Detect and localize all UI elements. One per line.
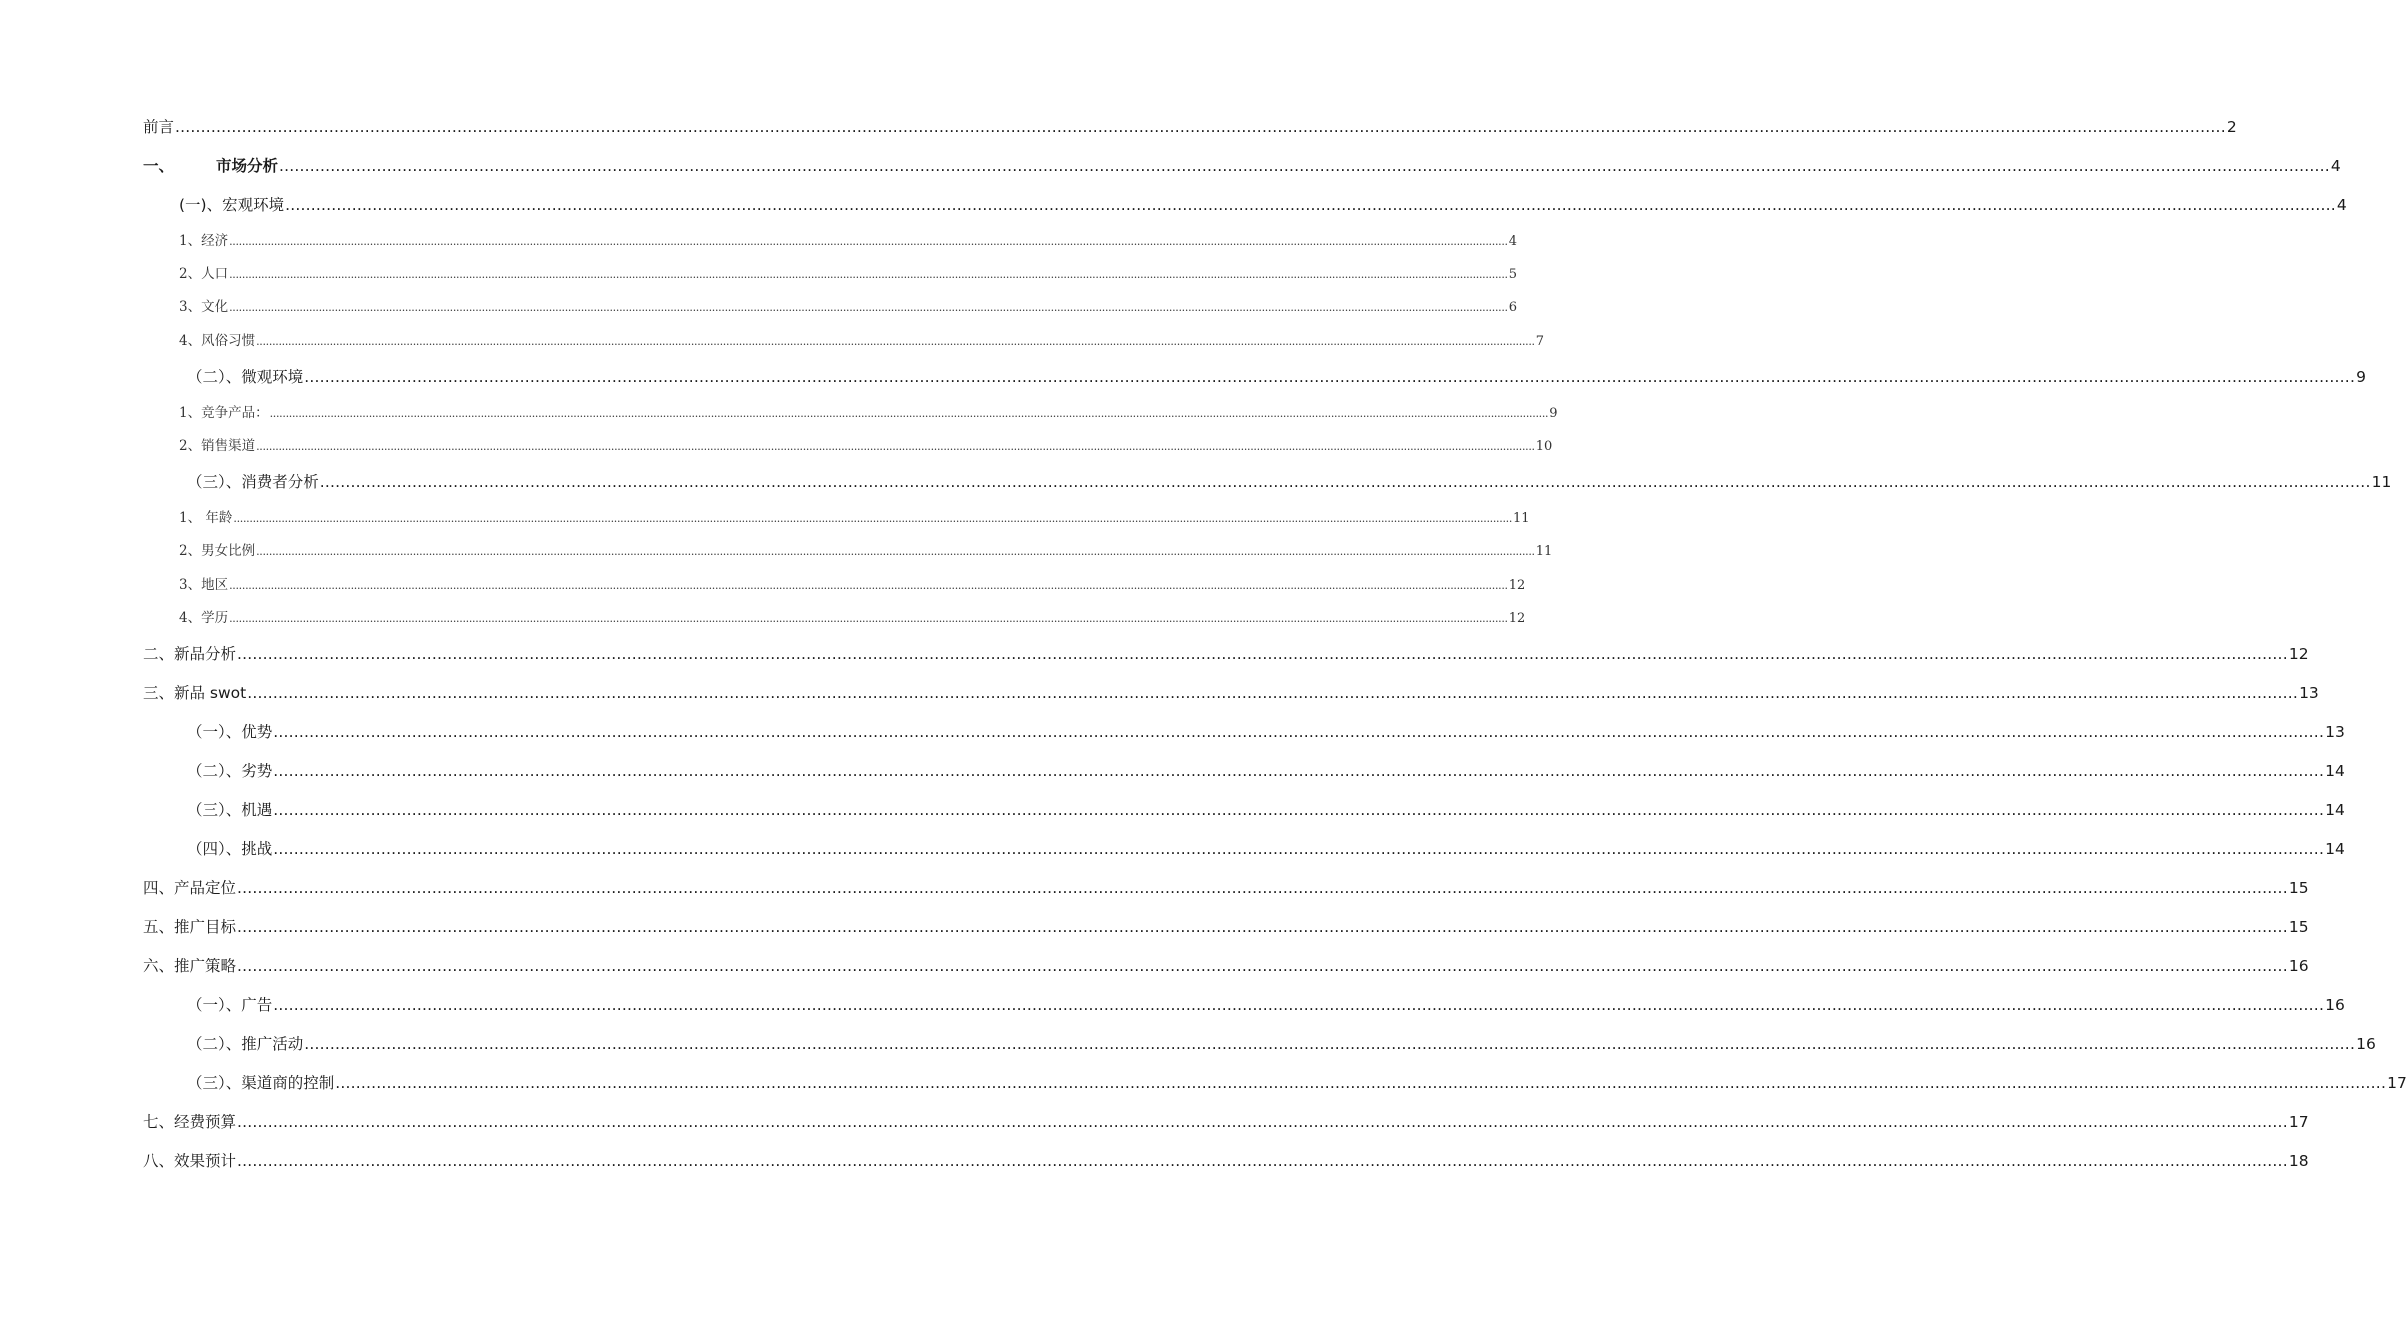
toc-entry[interactable] — [143, 1142, 2309, 1181]
toc-leader-dots: ................................................................................................................................................................................................................................................................................................................................................................................................................ — [273, 839, 2325, 858]
toc-page-number: 15 — [2288, 917, 2309, 936]
toc-entry-label: 1、 年龄 — [179, 510, 233, 527]
toc-entry-label: 二、新品分析 — [143, 644, 237, 663]
toc-entry[interactable] — [143, 569, 1526, 602]
toc-leader-dots: ................................................................................................................................................................................................................................................................................................................................................................................................................ — [335, 1073, 2387, 1092]
toc-entry-label: 4、风俗习惯 — [179, 332, 256, 349]
toc-entry-label: （三）、机遇 — [187, 800, 273, 819]
toc-entry[interactable] — [143, 358, 2366, 397]
toc-page-number: 14 — [2325, 800, 2345, 819]
toc-page-number: 13 — [2299, 683, 2319, 702]
toc-leader-dots: ................................................................................................................................................................................................................................................................................................................................................................................................................ — [229, 578, 1508, 592]
toc-leader-dots: ................................................................................................................................................................................................................................................................................................................................................................................................................ — [247, 683, 2299, 702]
toc-entry[interactable] — [143, 325, 1545, 358]
toc-page-number: 10 — [1535, 438, 1553, 454]
toc-entry-label: （二）、微观环境 — [187, 367, 304, 386]
toc-entry[interactable] — [143, 713, 2345, 752]
toc-entry-label: （四）、挑战 — [187, 839, 273, 858]
toc-page-number: 2 — [2226, 118, 2237, 136]
toc-entry[interactable] — [143, 1103, 2309, 1142]
toc-entry[interactable] — [143, 225, 1518, 258]
toc-entry[interactable] — [143, 908, 2309, 947]
toc-page-number: 12 — [2288, 644, 2309, 663]
toc-entry[interactable] — [143, 291, 1518, 324]
toc-entry[interactable] — [143, 986, 2345, 1025]
toc-page-number: 18 — [2288, 1151, 2309, 1170]
toc-page-number: 11 — [2371, 473, 2392, 492]
toc-page-number: 11 — [1535, 544, 1553, 560]
toc-leader-dots: ................................................................................................................................................................................................................................................................................................................................................................................................................ — [319, 473, 2371, 492]
toc-leader-dots: ................................................................................................................................................................................................................................................................................................................................................................................................................ — [229, 235, 1508, 248]
toc-entry[interactable] — [143, 258, 1518, 291]
toc-entry-label: 一、 市场分析 — [143, 157, 279, 175]
toc-page-number: 12 — [1508, 577, 1526, 593]
toc-entry-label: 七、经费预算 — [143, 1112, 237, 1131]
toc-entry-label: 三、新品 swot — [143, 683, 247, 702]
toc-entry[interactable] — [143, 397, 1558, 430]
toc-leader-dots: ................................................................................................................................................................................................................................................................................................................................................................................................................ — [175, 118, 2226, 136]
toc-page-number: 4 — [2330, 157, 2341, 175]
toc-entry-label: 2、人口 — [179, 266, 229, 283]
toc-page-number: 16 — [2288, 956, 2309, 975]
toc-entry-label: (一)、宏观环境 — [179, 196, 285, 214]
toc-page-number: 15 — [2288, 878, 2309, 897]
toc-entry-label: 1、经济 — [179, 233, 229, 249]
toc-leader-dots: ................................................................................................................................................................................................................................................................................................................................................................................................................ — [273, 761, 2325, 780]
toc-leader-dots: ................................................................................................................................................................................................................................................................................................................................................................................................................ — [279, 157, 2330, 175]
toc-entry-label: （二）、推广活动 — [187, 1034, 304, 1053]
toc-entry-label: （一）、广告 — [187, 995, 273, 1014]
toc-entry-label: （三）、消费者分析 — [187, 473, 319, 492]
toc-leader-dots: ................................................................................................................................................................................................................................................................................................................................................................................................................ — [273, 995, 2325, 1014]
toc-leader-dots: ................................................................................................................................................................................................................................................................................................................................................................................................................ — [273, 722, 2325, 741]
toc-page-number: 4 — [1508, 234, 1518, 249]
toc-entry[interactable] — [143, 791, 2345, 830]
toc-page-number: 9 — [1549, 405, 1558, 421]
toc-entry[interactable] — [143, 602, 1526, 635]
toc-leader-dots: ................................................................................................................................................................................................................................................................................................................................................................................................................ — [229, 301, 1508, 315]
toc-page-number: 17 — [2288, 1112, 2309, 1131]
toc-leader-dots: ................................................................................................................................................................................................................................................................................................................................................................................................................ — [273, 800, 2325, 819]
toc-entry[interactable] — [143, 108, 2237, 147]
toc-leader-dots: ................................................................................................................................................................................................................................................................................................................................................................................................................ — [237, 917, 2288, 936]
toc-leader-dots: ................................................................................................................................................................................................................................................................................................................................................................................................................ — [237, 644, 2288, 663]
toc-entry[interactable] — [143, 674, 2319, 713]
toc-page-number: 6 — [1508, 300, 1518, 316]
toc-entry-label: 2、销售渠道 — [179, 437, 256, 454]
toc-entry[interactable] — [143, 635, 2309, 674]
toc-page-number: 11 — [1513, 511, 1530, 527]
toc-page-number: 5 — [1508, 267, 1518, 283]
toc-page-number: 4 — [2336, 196, 2347, 214]
toc-leader-dots: ................................................................................................................................................................................................................................................................................................................................................................................................................ — [256, 334, 1535, 348]
toc-leader-dots: ................................................................................................................................................................................................................................................................................................................................................................................................................ — [229, 611, 1508, 625]
toc-entry-label: （一）、优势 — [187, 722, 273, 741]
toc-leader-dots: ................................................................................................................................................................................................................................................................................................................................................................................................................ — [229, 268, 1508, 282]
toc-entry-label: 四、产品定位 — [143, 878, 237, 897]
toc-leader-dots: ................................................................................................................................................................................................................................................................................................................................................................................................................ — [237, 1151, 2288, 1170]
toc-page-number: 12 — [1508, 610, 1526, 626]
toc-entry[interactable] — [143, 752, 2345, 791]
toc-page-number: 7 — [1535, 333, 1545, 349]
toc-entry[interactable] — [143, 869, 2309, 908]
toc-entry-label: 3、文化 — [179, 299, 229, 316]
toc-leader-dots: ................................................................................................................................................................................................................................................................................................................................................................................................................ — [304, 1034, 2356, 1053]
toc-leader-dots: ................................................................................................................................................................................................................................................................................................................................................................................................................ — [237, 878, 2288, 897]
toc-leader-dots: ................................................................................................................................................................................................................................................................................................................................................................................................................ — [269, 406, 1549, 420]
toc-page-number: 14 — [2325, 761, 2345, 780]
toc-leader-dots: ................................................................................................................................................................................................................................................................................................................................................................................................................ — [233, 512, 1513, 526]
toc-leader-dots: ................................................................................................................................................................................................................................................................................................................................................................................................................ — [237, 1112, 2288, 1131]
toc-entry[interactable] — [143, 1025, 2376, 1064]
table-of-contents — [143, 108, 2407, 1181]
toc-entry-label: （二）、劣势 — [187, 761, 273, 780]
toc-entry-label: 五、推广目标 — [143, 917, 237, 936]
toc-entry[interactable] — [143, 1064, 2407, 1103]
toc-page-number: 14 — [2325, 839, 2345, 858]
toc-page-number: 17 — [2387, 1073, 2407, 1092]
toc-leader-dots: ................................................................................................................................................................................................................................................................................................................................................................................................................ — [237, 956, 2288, 975]
toc-entry[interactable] — [143, 535, 1553, 568]
toc-leader-dots: ................................................................................................................................................................................................................................................................................................................................................................................................................ — [304, 367, 2356, 386]
toc-entry[interactable] — [143, 186, 2347, 225]
toc-entry-label: 前言 — [143, 118, 175, 136]
toc-leader-dots: ................................................................................................................................................................................................................................................................................................................................................................................................................ — [285, 196, 2336, 214]
toc-page-number: 9 — [2356, 367, 2366, 386]
toc-entry-label: （三）、渠道商的控制 — [187, 1073, 335, 1092]
toc-entry-label: 六、推广策略 — [143, 956, 237, 975]
toc-entry[interactable] — [143, 830, 2345, 869]
toc-page-number: 13 — [2325, 722, 2345, 741]
toc-page-number: 16 — [2356, 1034, 2376, 1053]
toc-entry-label: 八、效果预计 — [143, 1151, 237, 1170]
toc-entry-label: 2、男女比例 — [179, 543, 256, 560]
toc-entry-label: 4、学历 — [179, 609, 229, 626]
toc-entry-label: 3、地区 — [179, 576, 229, 593]
toc-entry-label: 1、竞争产品： — [179, 404, 269, 421]
toc-entry[interactable] — [143, 947, 2309, 986]
toc-entry[interactable] — [143, 430, 1553, 463]
toc-entry[interactable] — [143, 502, 1530, 535]
toc-leader-dots: ................................................................................................................................................................................................................................................................................................................................................................................................................ — [256, 439, 1535, 453]
toc-page-number: 16 — [2325, 995, 2345, 1014]
toc-leader-dots: ................................................................................................................................................................................................................................................................................................................................................................................................................ — [256, 545, 1535, 559]
toc-entry[interactable] — [143, 147, 2341, 186]
toc-entry[interactable] — [143, 463, 2392, 502]
